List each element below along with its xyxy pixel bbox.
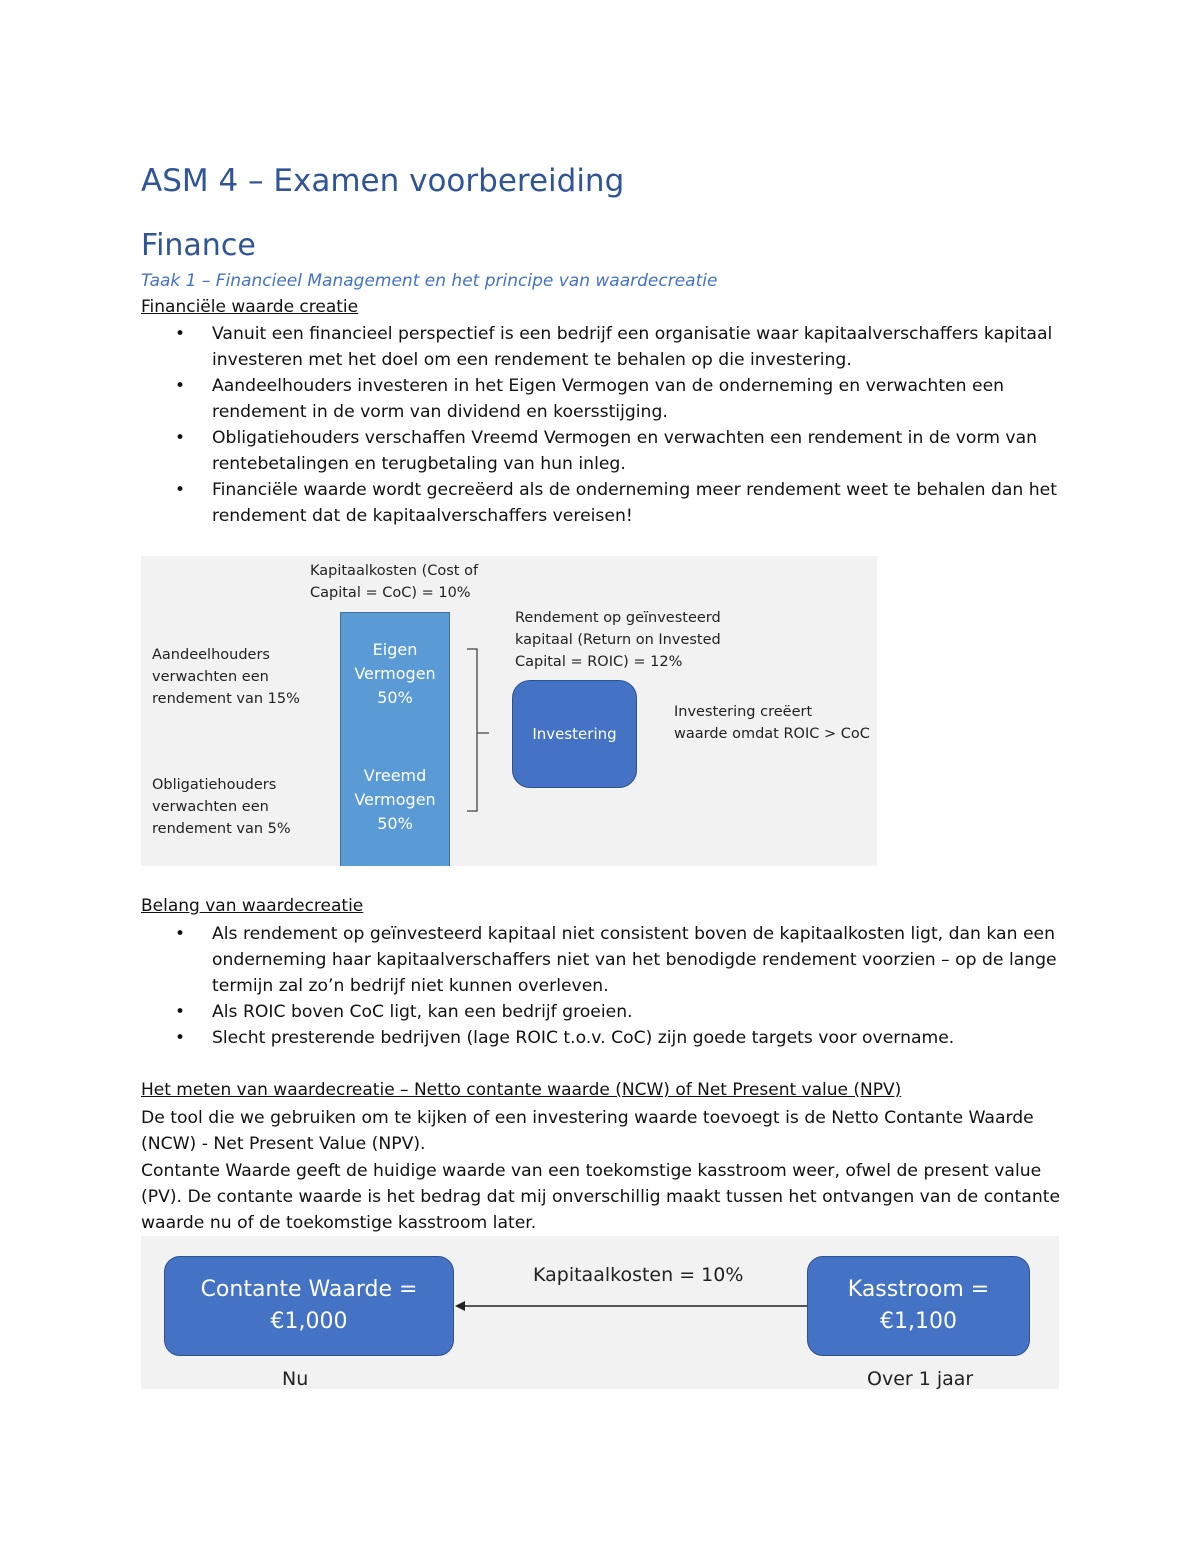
kapitaalkosten-label: Kapitaalkosten = 10% (533, 1264, 744, 1286)
belang-list (141, 921, 1071, 1051)
capital-structure-diagram (141, 556, 877, 866)
list-item: • Als rendement op geïnvesteerd kapitaal niet consistent boven de kapitaalkosten ligt, dan kan een onderneming haar kapitaalverschaffers niet van het benodigde rendement voorzien – op de lange termijn zal zo’n bedrijf niet kunnen overleven. (175, 924, 1057, 996)
belang-heading: Belang van waardecreatie (141, 896, 364, 916)
contante-waarde-diagram (141, 1236, 1059, 1389)
investering-box: Investering (512, 680, 637, 788)
nu-label: Nu (282, 1368, 309, 1390)
eigen-vermogen-block: Eigen Vermogen 50% (354, 640, 436, 707)
document-title: ASM 4 – Examen voorbereiding (141, 163, 625, 199)
arrow-left-icon (454, 1296, 807, 1316)
meten-paragraph-1: De tool die we gebruiken om te kijken of een investering waarde toevoegt is de Netto Contante Waarde (NCW) - Net Present Value (NPV). (141, 1108, 1034, 1154)
over-1-jaar-label: Over 1 jaar (867, 1368, 974, 1390)
meten-paragraph-2: Contante Waarde geeft de huidige waarde van een toekomstige kasstroom weer, ofwel de present value (PV). De contante waarde is het bedrag dat mij onverschillig maakt tussen het ontvangen van de contante waarde nu of de toekomstige kasstroom later. (141, 1161, 1061, 1233)
coc-label: Kapitaalkosten (Cost of Capital = CoC) = 10% (310, 563, 479, 601)
vreemd-vermogen-block: Vreemd Vermogen 50% (354, 766, 436, 833)
section-heading: Finance (141, 228, 256, 263)
meten-heading: Het meten van waardecreatie – Netto contante waarde (NCW) of Net Present value (NPV) (141, 1080, 902, 1100)
kasstroom-box: Kasstroom = €1,100 (807, 1256, 1030, 1356)
list-item: • Aandeelhouders investeren in het Eigen Vermogen van de onderneming en verwachten een rendement in de vorm van dividend en koersstijging. (175, 376, 1005, 422)
list-item: • Als ROIC boven CoC ligt, kan een bedrijf groeien. (175, 1002, 633, 1022)
contante-waarde-box: Contante Waarde = €1,000 (164, 1256, 454, 1356)
subsection-heading: Taak 1 – Financieel Management en het principe van waardecreatie (141, 271, 718, 291)
aandeelhouders-label: Aandeelhouders verwachten een rendement van 15% (152, 647, 300, 707)
financiele-waarde-heading: Financiële waarde creatie (141, 297, 359, 317)
bracket-icon (461, 641, 501, 821)
financiele-waarde-list (141, 321, 1071, 529)
list-item: • Financiële waarde wordt gecreëerd als de onderneming meer rendement weet te behalen dan het rendement dat de kapitaalverschaffers vereisen! (175, 480, 1057, 526)
list-item: • Vanuit een financieel perspectief is een bedrijf een organisatie waar kapitaalverschaffers kapitaal investeren met het doel om een rendement te behalen op die investering. (175, 324, 1053, 370)
roic-label: Rendement op geïnvesteerd kapitaal (Return on Invested Capital = ROIC) = 12% (515, 610, 721, 670)
obligatiehouders-label: Obligatiehouders verwachten een rendement van 5% (152, 777, 291, 837)
waarde-creatie-label: Investering creëert waarde omdat ROIC > CoC (674, 704, 870, 742)
list-item: • Slecht presterende bedrijven (lage ROIC t.o.v. CoC) zijn goede targets voor overname. (175, 1028, 955, 1048)
list-item: • Obligatiehouders verschaffen Vreemd Vermogen en verwachten een rendement in de vorm van rentebetalingen en terugbetaling van hun inleg. (175, 428, 1038, 474)
